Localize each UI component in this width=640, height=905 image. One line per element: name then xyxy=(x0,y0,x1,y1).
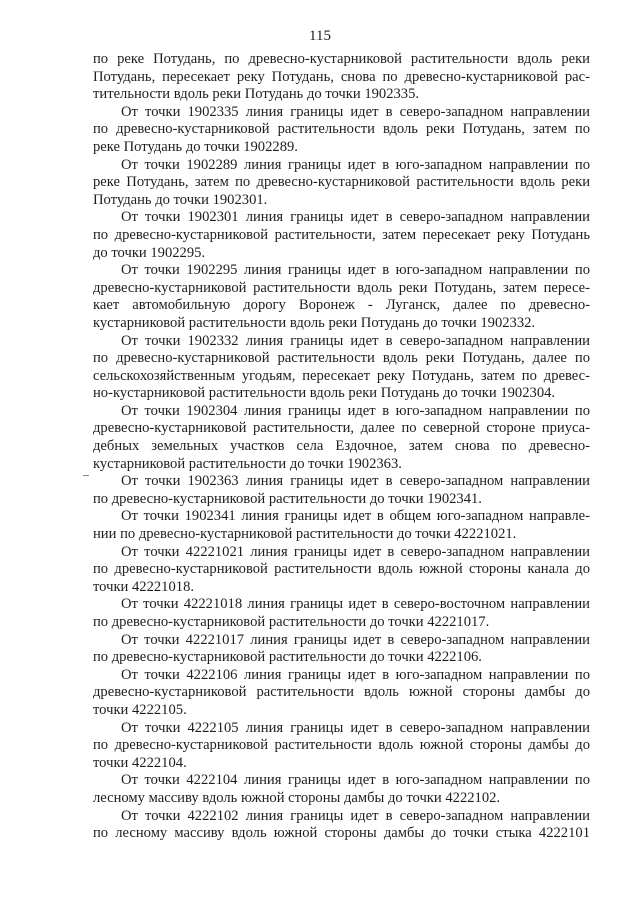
paragraph xyxy=(93,772,590,807)
text-line: реке Потудань, затем по древесно-кустарниковой растительности вдоль реки xyxy=(93,174,590,191)
text-line: От точки 4222102 линия границы идет в северо-западном направлении xyxy=(121,807,590,824)
text-line: дебных земельных участков села Ездочное, затем снова по древесно- xyxy=(93,438,590,455)
paragraph xyxy=(93,51,590,104)
text-line: по древесно-кустарниковой растительности до точки 1902341. xyxy=(93,490,482,507)
text-line: по древесно-кустарниковой растительности вдоль южной стороны дамбы до xyxy=(93,737,590,754)
text-line: От точки 1902335 линия границы идет в северо-западном направлении xyxy=(121,103,590,120)
text-line: От точки 1902289 линия границы идет в юго-западном направлении по xyxy=(121,156,590,173)
text-line: кает автомобильную дорогу Воронеж - Луганск, далее по древесно- xyxy=(93,297,590,314)
text-line: От точки 42221021 линия границы идет в северо-западном направлении xyxy=(121,543,590,560)
text-line: От точки 1902304 линия границы идет в юго-западном направлении по xyxy=(121,402,590,419)
paragraph xyxy=(93,473,590,508)
text-line: по лесному массиву вдоль южной стороны дамбы до точки стыка 4222101 xyxy=(93,825,590,842)
text-line: От точки 4222105 линия границы идет в северо-западном направлении xyxy=(121,719,590,736)
text-line: древесно-кустарниковой растительности вдоль южной стороны дамбы до xyxy=(93,684,590,701)
paragraph xyxy=(93,157,590,210)
text-line: кустарниковой растительности до точки 1902363. xyxy=(93,455,402,472)
paragraph xyxy=(93,403,590,473)
page-number: 115 xyxy=(309,28,331,44)
text-line: по древесно-кустарниковой растительности вдоль южной стороны канала до xyxy=(93,561,590,578)
text-line: точки 42221018. xyxy=(93,578,195,595)
text-line: по реке Потудань, по древесно-кустарниковой растительности вдоль реки xyxy=(93,51,590,67)
paragraph xyxy=(93,720,590,773)
text-line: Потудань до точки 1902301. xyxy=(93,191,268,208)
text-line: От точки 4222106 линия границы идет в юго-западном направлении по xyxy=(121,666,590,683)
text-line: по древесно-кустарниковой растительности до точки 42221017. xyxy=(93,614,490,630)
text-line: От точки 1902363 линия границы идет в северо-западном направлении xyxy=(121,473,590,490)
paragraph xyxy=(93,544,590,597)
text-line: От точки 4222104 линия границы идет в юго-западном направлении по xyxy=(121,772,590,789)
text-line: нии по древесно-кустарниковой растительности до точки 42221021. xyxy=(93,526,517,543)
text-line: тительности вдоль реки Потудань до точки 1902335. xyxy=(93,86,420,103)
text-line: Потудань, пересекает реку Потудань, снова по древесно-кустарниковой рас- xyxy=(93,68,590,85)
text-line: сельскохозяйственным угодьям, пересекает реку Потудань, затем по древес- xyxy=(93,367,590,384)
text-line: древесно-кустарниковой растительности вдоль реки Потудань, затем пересе- xyxy=(93,279,590,296)
text-line: От точки 1902332 линия границы идет в северо-западном направлении xyxy=(121,332,590,349)
text-line: От точки 42221018 линия границы идет в северо-восточном направлении xyxy=(121,596,590,613)
text-line: От точки 1902295 линия границы идет в юго-западном направлении по xyxy=(121,262,590,279)
text-line: по древесно-кустарниковой растительности, затем пересекает реку Потудань xyxy=(93,226,590,243)
paragraph xyxy=(93,596,590,631)
paragraph xyxy=(93,209,590,262)
text-line: но-кустарниковой растительности вдоль реки Потудань до точки 1902304. xyxy=(93,385,556,402)
paragraph xyxy=(93,508,590,543)
text-line: по древесно-кустарниковой растительности вдоль реки Потудань, далее по xyxy=(93,350,590,367)
text-line: лесному массиву вдоль южной стороны дамбы до точки 4222102. xyxy=(93,789,501,806)
document-body xyxy=(93,51,590,843)
paragraph xyxy=(93,333,590,403)
text-line: От точки 1902341 линия границы идет в общем юго-западном направле- xyxy=(121,508,590,525)
paragraph xyxy=(93,632,590,667)
text-line: кустарниковой растительности вдоль реки Потудань до точки 1902332. xyxy=(93,314,536,331)
text-line: реке Потудань до точки 1902289. xyxy=(93,138,298,155)
text-line: точки 4222105. xyxy=(93,701,187,718)
paragraph xyxy=(93,262,590,332)
text-line: точки 4222104. xyxy=(93,754,187,771)
text-line: по древесно-кустарниковой растительности до точки 4222106. xyxy=(93,649,482,666)
paragraph xyxy=(93,104,590,157)
text-line: до точки 1902295. xyxy=(93,244,206,261)
paragraph xyxy=(93,667,590,720)
text-line: древесно-кустарниковой растительности, далее по северной стороне приуса- xyxy=(93,420,590,437)
text-line: От точки 42221017 линия границы идет в северо-западном направлении xyxy=(121,631,590,648)
text-line: по древесно-кустарниковой растительности вдоль реки Потудань, затем по xyxy=(93,121,590,138)
margin-mark xyxy=(83,475,89,476)
text-line: От точки 1902301 линия границы идет в северо-западном направлении xyxy=(121,209,590,226)
paragraph xyxy=(93,808,590,843)
